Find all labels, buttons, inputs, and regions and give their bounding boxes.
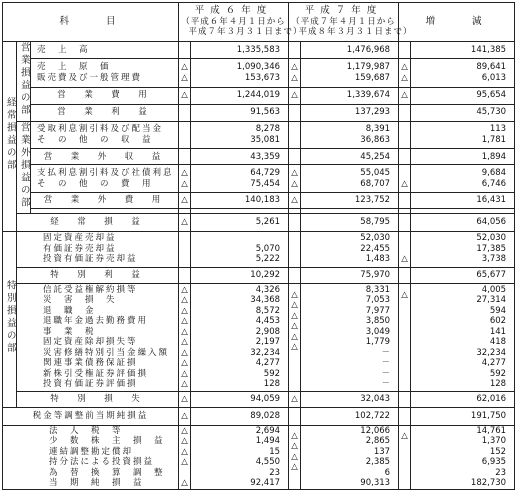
- row-tokubetsu-sonshitsu: 特 別 損 失 △ 94,059 △ 32,043 62,016: [3, 391, 515, 407]
- income-statement-table: [2, 2, 515, 490]
- group-eigyo: 営業損益の部: [17, 42, 31, 122]
- row-tokubetsu-sonshitsu-items: 信託受益権解約損等 災 害 損 失 退 職 金 退職年金過去勤務費用 事 業 税 固定資産除却損失等 災害修繕特別引当金繰入額 関連事業債務保証損 新株引受権証券評価損 投資有価証券評価損 △ △ △ △ △ △ △ △ △ △ 4,326 34,368 8,572 4,453 2,908 2,197 32,234 4,277 592 128 △ △ △ △ △ △ 8,331 7,053 7,977 3,850 3,049 1,779 － － － － △ 4,005 27,314 594 602 141 418 32,234 4,277 592 128: [3, 283, 515, 391]
- row-final-items: 法 人 税 等 少 数 株 主 損 益 連結調整勘定償却 持分法による投資損益 為 替 換 算 調 整 当 期 純 損 益 △ △ △ △ △ 2,694 1,494 15 4,550 23 92,417 △ △ △ △ 12,066 2,865 137 2,385 6 90,313 △ 14,761 1,370 152 6,935 23 182,730: [3, 425, 515, 489]
- row-eigyogai-hiyo: 営 業 外 費 用 △ 140,183 △ 123,752 16,431: [3, 193, 515, 209]
- row-keijo-rieki: 経 常 損 益 △ 5,261 58,795 64,056: [3, 213, 515, 231]
- header-item: 科 目: [3, 3, 179, 42]
- row-zeikinmae: 税金等調整前当期純損益 △ 89,028 102,722 191,750: [3, 407, 515, 425]
- header-period-2: 平成７年度 （平成７年４月１日から 平成８年３月３１日まで）: [289, 3, 399, 42]
- row-eigyogai-hiyo-items: 支払利息割引料及び社債利息 そ の 他 の 費 用 △ △ 64,729 75,454 △ △ 55,045 68,707 △ 9,684 6,746: [3, 165, 515, 193]
- row-genka-hanbai: 売 上 原 価 販売費及び一般管理費 △ △ 1,090,346 153,673 △ △ 1,179,987 159,687 △ △ 89,641 6,013: [3, 58, 515, 87]
- row-eigyo-rieki: 営 業 利 益 91,563 137,293 45,730: [3, 104, 515, 121]
- group-tokubetsu: 特別損益の部: [3, 231, 17, 407]
- row-eigyogai-shueki-items: 営業外損益の部 受取利息割引料及び配当金 そ の 他 の 収 益 8,278 35,081 8,391 36,863 113 1,781: [3, 121, 515, 149]
- header-period-1: 平成６年度 （平成６年４月１日から 平成７年３月３１日まで）: [179, 3, 289, 42]
- row-tokubetsu-rieki-items: 特別損益の部 固定資産売却益 有価証券売却益 投資有価証券売却益 5,070 5,222 52,030 22,455 1,483 △ 52,030 17,385 3,738: [3, 231, 515, 267]
- group-eigyogai: 営業外損益の部: [17, 121, 31, 213]
- row-tokubetsu-rieki: 特 別 利 益 10,292 75,970 65,677: [3, 267, 515, 283]
- row-uriage: 経常損益の部 営業損益の部 売 上 高 1,335,583 1,476,968 141,385: [3, 42, 515, 59]
- row-eigyogai-shueki: 営 業 外 収 益 43,359 45,254 1,894: [3, 149, 515, 165]
- header-diff: 増 減: [399, 3, 515, 42]
- group-keijo: 経常損益の部: [3, 42, 17, 232]
- row-eigyo-hiyo: 営 業 費 用 △ 1,244,019 △ 1,339,674 △ 95,654: [3, 87, 515, 104]
- header-row: [3, 3, 515, 42]
